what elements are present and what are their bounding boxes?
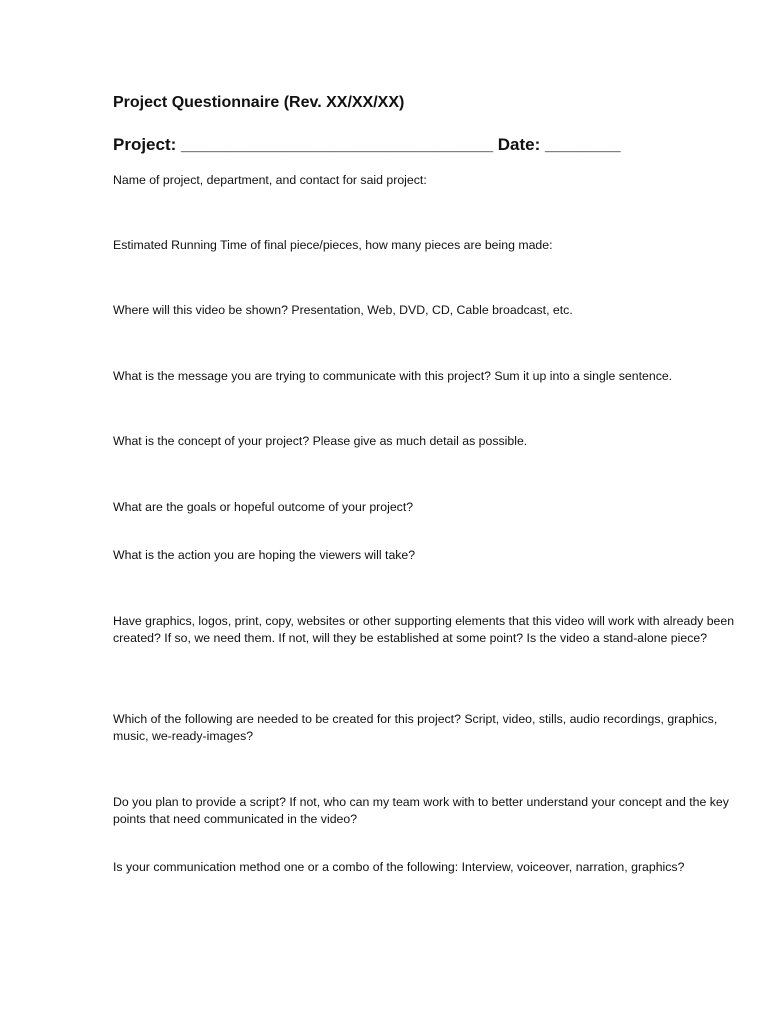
question-project-name: Name of project, department, and contact for said project:: [113, 173, 427, 187]
question-script: Do you plan to provide a script? If not, who can my team work with to better understand your concept and the key points that need communicated in the video?: [113, 795, 729, 826]
question-action: What is the action you are hoping the viewers will take?: [113, 548, 416, 562]
question-message: What is the message you are trying to communicate with this project? Sum it up into a single sentence.: [113, 369, 673, 383]
question-goals: What are the goals or hopeful outcome of your project?: [113, 500, 414, 514]
question-where-shown: Where will this video be shown? Presentation, Web, DVD, CD, Cable broadcast, etc.: [113, 303, 573, 317]
question-needed-assets: Which of the following are needed to be created for this project? Script, video, stills, audio recordings, graphics, music, we-ready-images?: [113, 712, 718, 743]
question-communication-method: Is your communication method one or a combo of the following: Interview, voiceover, narration, graphics?: [113, 860, 685, 874]
question-running-time: Estimated Running Time of final piece/pieces, how many pieces are being made:: [113, 238, 553, 252]
question-concept: What is the concept of your project? Please give as much detail as possible.: [113, 434, 528, 448]
page-title: Project Questionnaire (Rev. XX/XX/XX): [113, 94, 405, 111]
project-date-line: Project: _________________________________ Date: ________: [113, 135, 621, 154]
question-supporting-elements: Have graphics, logos, print, copy, websites or other supporting elements that this video will work with already been created? If so, we need them. If not, will they be established at some point? Is the video a stand-alone piece?: [113, 614, 735, 645]
